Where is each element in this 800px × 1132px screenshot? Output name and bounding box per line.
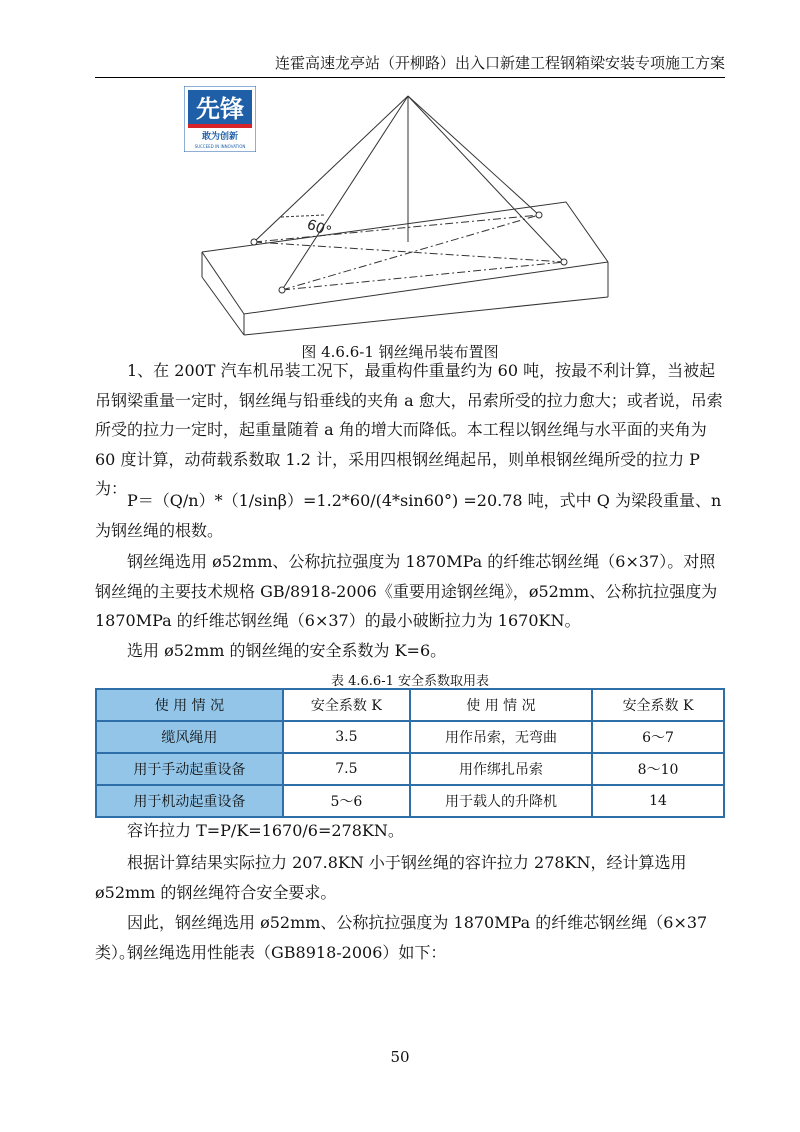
paragraph-3: 钢丝绳选用 ø52mm、公称抗拉强度为 1870MPa 的纤维芯钢丝绳（6×37）。对照钢丝绳的主要技术规格 GB/8918-2006《重要用途钢丝绳》，ø52mm、公称抗拉强度为 1870MPa 的纤维芯钢丝绳（6×37）的最小破断拉力为 1670KN。 (95, 552, 718, 630)
paragraph-5: 容许拉力 T=P/K=1670/6=278KN。 (127, 821, 404, 840)
paragraph-2: P＝（Q/n）*（1/sinβ）=1.2*60/(4*sin60°) =20.78 吨，式中 Q 为梁段重量、n 为钢丝绳的根数。 (95, 491, 722, 540)
table-cell: 用于机动起重设备 (96, 785, 283, 817)
table-cell: 用作吊索，无弯曲 (410, 721, 592, 753)
sling-3 (408, 96, 539, 215)
logo-english-text: SUCCEED IN INNOVATION (194, 144, 246, 149)
table-cell: 缆风绳用 (96, 721, 283, 753)
table-row (96, 721, 724, 753)
table-cell: 6～7 (592, 721, 724, 753)
header-cell: 使 用 情 况 (96, 689, 283, 721)
paragraph-1: 1、在 200T 汽车机吊装工况下，最重构件重量约为 60 吨，按最不利计算，当被起吊钢梁重量一定时，钢丝绳与铅垂线的夹角 a 愈大，吊索所受的拉力愈大；或者说，吊索所受的拉力一定时，起重量随着 a 角的增大而降低。本工程以钢丝绳与水平面的夹角为 60 度计算，动荷载系数取 1.2 计，采用四根钢丝绳起吊，则单根钢丝绳所受的拉力 P 为： (95, 361, 723, 498)
sling-layout-diagram (196, 92, 616, 346)
box-top-edge (202, 202, 608, 262)
paragraph-8: 钢丝绳选用性能表（GB8918-2006）如下： (127, 943, 447, 962)
angle-label: 60° (304, 216, 334, 241)
safety-factor-table (95, 688, 725, 818)
sling-1 (254, 96, 408, 242)
table-row (96, 785, 724, 817)
header-cell: 安全系数 K (283, 689, 410, 721)
lift-point-3 (536, 212, 542, 218)
table-header-row (96, 689, 724, 721)
header-cell: 安全系数 K (592, 689, 724, 721)
lift-point-4 (561, 259, 567, 265)
table-cell: 3.5 (283, 721, 410, 753)
table-cell: 5～6 (283, 785, 410, 817)
sling-diagram-svg (196, 92, 616, 342)
header-cell: 使 用 情 况 (410, 689, 592, 721)
paragraph-4: 选用 ø52mm 的钢丝绳的安全系数为 K=6。 (127, 641, 447, 660)
sling-2 (282, 96, 408, 290)
paragraph-7: 因此，钢丝绳选用 ø52mm、公称抗拉强度为 1870MPa 的纤维芯钢丝绳（6×37 类）。 (95, 913, 708, 962)
page-number: 50 (390, 1048, 410, 1066)
paragraph-6: 根据计算结果实际拉力 207.8KN 小于钢丝绳的容许拉力 278KN，经计算选用 ø52mm 的钢丝绳符合安全要求。 (95, 853, 687, 902)
table-cell: 用于载人的升降机 (410, 785, 592, 817)
table-row (96, 753, 724, 785)
table-cell: 14 (592, 785, 724, 817)
table-caption: 表 4.6.6-1 安全系数取用表 (330, 674, 489, 689)
lift-point-2 (279, 287, 285, 293)
logo-mark-text: 先锋 (196, 94, 244, 123)
logo-slogan-text: 敢为创新 (201, 132, 239, 142)
page-header: 连霍高速龙亭站（开柳路）出入口新建工程钢箱梁安装专项施工方案 (95, 52, 725, 78)
table-cell: 7.5 (283, 753, 410, 785)
table-cell: 8～10 (592, 753, 724, 785)
figure-caption: 图 4.6.6-1 钢丝绳吊装布置图 (301, 343, 499, 361)
table-cell: 用作绑扎吊索 (410, 753, 592, 785)
lift-point-1 (251, 239, 257, 245)
sling-4 (408, 96, 564, 262)
diagonal-1 (254, 242, 564, 262)
table-cell: 用于手动起重设备 (96, 753, 283, 785)
